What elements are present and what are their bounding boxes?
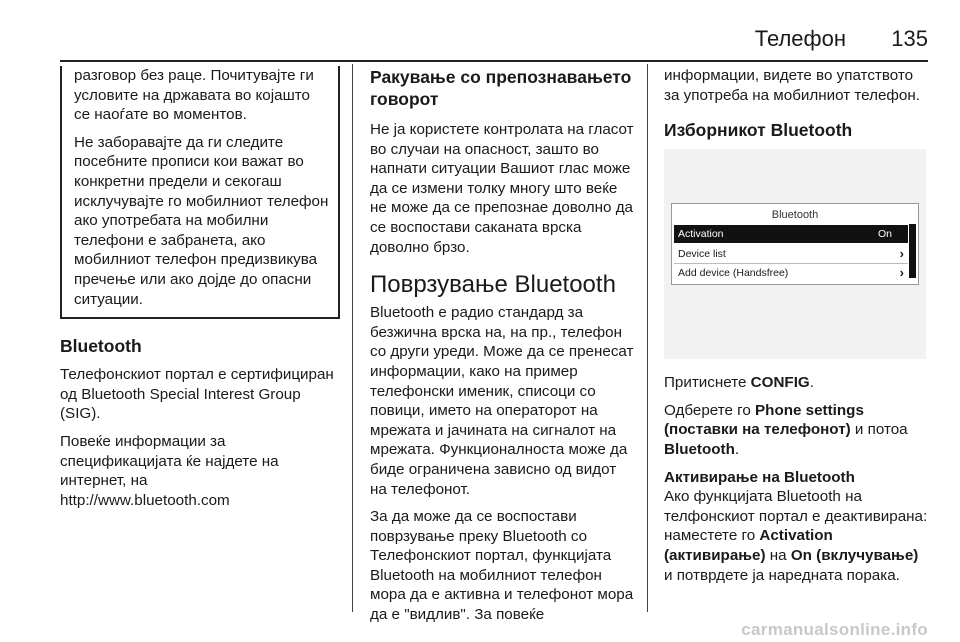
warning-box xyxy=(60,66,340,319)
voice-paragraph: Не ја користете контролата на гласот во случаи на опасност, зашто во напнати ситуации Вашиот глас може да се измени толку многу што веќе не може да се препознае доволно да се воспостави саканата врска доволно брзо. xyxy=(370,121,634,256)
activate-heading: Активирање на Bluetooth xyxy=(664,468,855,486)
more-info-paragraph: Повеќе информации за спецификацијата ќе најдете на интернет, на xyxy=(60,432,279,490)
bluetooth-url[interactable]: http://www.bluetooth.com xyxy=(60,491,230,509)
activate-instruction: Ако функцијата Bluetooth на телфонскиот портал е деактивирана: наместете го Activation (активирање) на On (вклучување) и потврдете ја наредната порака. xyxy=(664,488,928,584)
column-divider-2 xyxy=(647,64,648,612)
select-settings-instruction: Одберете го Phone settings (поставки на телефонот) и потоа Bluetooth. xyxy=(664,401,908,458)
column-1 xyxy=(60,66,340,518)
pairing-heading: Поврзување Bluetooth xyxy=(370,271,616,299)
pairing-paragraph-2: За да може да се воспостави поврзување преку Bluetooth со Телефонскиот портал, функцијата Bluetooth на мобилниот телефон мора да е активна и телефонот мора да е "видлив". За повеќе xyxy=(370,508,634,624)
column-3 xyxy=(664,66,930,593)
scrollbar[interactable] xyxy=(909,224,916,278)
chevron-right-icon: › xyxy=(899,265,904,281)
note-paragraph-2: Не заборавајте да ги следите посебните прописи кои важат во конкретни предели и секогаш исклучувајте го мобилниот телефон ако употребата на мобилни телефони е забранета, ако мобилниот телефон предизвикува пречење или ако дојде до опасни ситуации. xyxy=(74,133,329,308)
menu-item-add-device[interactable]: Add device (Handsfree) › xyxy=(678,265,904,281)
menu-heading: Изборникот Bluetooth xyxy=(664,120,853,141)
press-config-instruction: Притиснете CONFIG. xyxy=(664,374,814,392)
continuation-paragraph: информации, видете во упатството за употреба на мобилниот телефон. xyxy=(664,67,920,104)
bluetooth-menu-illustration xyxy=(664,149,926,359)
voice-heading: Ракување со препознавањето говорот xyxy=(370,67,632,109)
note-paragraph-1: разговор без раце. Почитувајте ги условите на државата во којашто се наоѓате во моментов. xyxy=(74,67,314,124)
menu-item-device-list[interactable]: Device list › xyxy=(674,245,908,264)
config-key: CONFIG xyxy=(750,374,810,392)
pairing-paragraph-1: Bluetooth е радио стандард за безжична врска на, на пр., телефон со други уреди. Може да се пренесат информации, како на пример телефонски именик, списоци со повици, името на операторот на мрежата и јачината на сигналот на мрежата. Функционалноста може да биде ограничена зависно од видот на телефонот. xyxy=(370,304,634,498)
bluetooth-heading: Bluetooth xyxy=(60,336,142,357)
column-2 xyxy=(370,66,636,633)
menu-item-activation[interactable]: Activation On xyxy=(674,225,908,243)
bluetooth-menu-screen xyxy=(671,203,919,285)
chevron-right-icon: › xyxy=(899,246,904,262)
section-title: Телефон xyxy=(754,26,846,51)
page-number: 135 xyxy=(891,26,928,51)
screen-title: Bluetooth xyxy=(771,209,819,222)
watermark: carmanualsonline.info xyxy=(741,620,928,639)
page-header xyxy=(60,24,928,62)
sig-paragraph: Телефонскиот портал е сертифициран од Bluetooth Special Interest Group (SIG). xyxy=(60,366,334,423)
column-divider-1 xyxy=(352,64,353,612)
